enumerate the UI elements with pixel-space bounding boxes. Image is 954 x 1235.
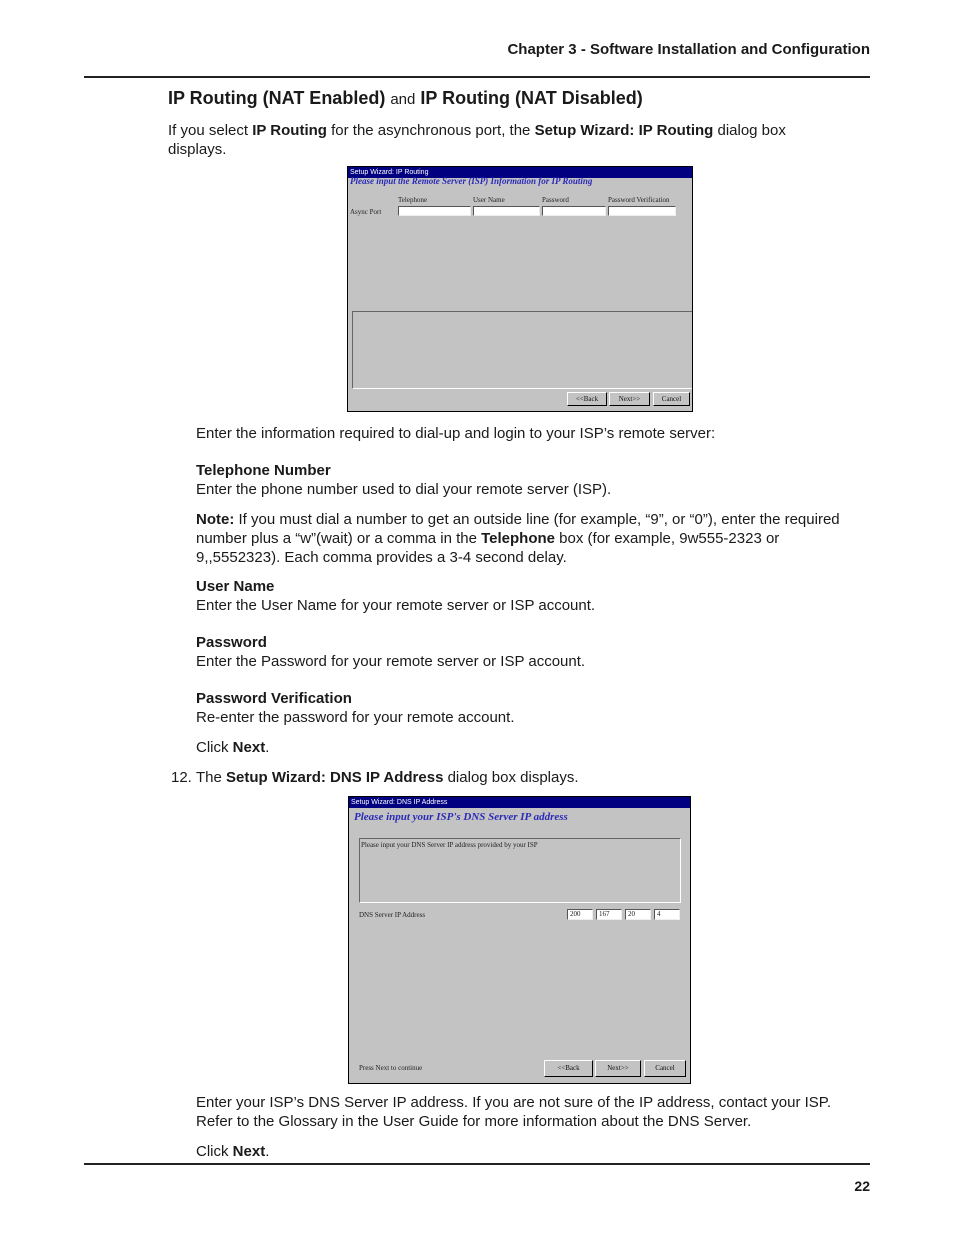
step-12-text xyxy=(196,768,579,787)
section-title-a: IP Routing (NAT Enabled) xyxy=(168,88,386,108)
next-bold: Next xyxy=(232,739,266,756)
next-bold: Next xyxy=(232,1143,266,1160)
column-telephone: Telephone xyxy=(398,196,428,204)
intro-text: If you select xyxy=(168,122,253,139)
cancel-button[interactable]: Cancel xyxy=(644,1060,686,1077)
dialog-titlebar: Setup Wizard: DNS IP Address xyxy=(349,797,690,808)
dialog-banner: Please input the Remote Server (ISP) Information for IP Routing xyxy=(350,176,593,186)
telephone-input[interactable] xyxy=(398,206,471,216)
password-input[interactable] xyxy=(542,206,606,216)
chapter-header: Chapter 3 - Software Installation and Configuration xyxy=(507,41,870,58)
column-password: Password xyxy=(542,196,569,204)
intro-text: for the asynchronous port, the xyxy=(326,122,535,139)
section-title-b: IP Routing (NAT Disabled) xyxy=(420,88,643,108)
message-area xyxy=(352,311,693,389)
click-next-2 xyxy=(196,1142,269,1161)
click-text: Click xyxy=(196,1143,233,1160)
period: . xyxy=(265,739,270,756)
username-input[interactable] xyxy=(473,206,540,216)
click-text: Click xyxy=(196,739,233,756)
info-text: Please input your DNS Server IP address provided by your ISP xyxy=(361,841,538,849)
dns-octet-3[interactable]: 20 xyxy=(625,909,651,920)
intro-text: dialog box xyxy=(713,122,786,139)
back-button[interactable]: <<Back xyxy=(544,1060,593,1077)
step-text: dialog box displays. xyxy=(443,769,579,786)
username-text: Enter the User Name for your remote server or ISP account. xyxy=(196,597,596,614)
telephone-heading: Telephone Number xyxy=(196,462,331,479)
back-button[interactable]: <<Back xyxy=(567,392,607,406)
page-number: 22 xyxy=(854,1178,870,1194)
dns-text: Refer to the Glossary in the User Guide for more information about the DNS Server. xyxy=(196,1113,752,1130)
intro-text: displays. xyxy=(168,141,227,158)
ip-routing-dialog xyxy=(347,166,693,412)
section-title-and: and xyxy=(390,91,416,108)
note-label: Note: xyxy=(196,511,235,528)
cancel-button[interactable]: Cancel xyxy=(653,392,690,406)
dns-octet-4[interactable]: 4 xyxy=(654,909,680,920)
username-heading: User Name xyxy=(196,578,275,595)
dns-ip-dialog xyxy=(348,796,691,1084)
pwverify-heading: Password Verification xyxy=(196,690,352,707)
dns-paragraph xyxy=(196,1093,886,1131)
step-bold: Setup Wizard: DNS IP Address xyxy=(226,769,444,786)
dialog-banner: Please input your ISP's DNS Server IP address xyxy=(354,811,568,823)
step-text: The xyxy=(196,769,227,786)
password-heading: Password xyxy=(196,634,267,651)
note-text: box (for example, 9w555-2323 or xyxy=(555,530,780,547)
enter-info-text: Enter the information required to dial-up and login to your ISP’s remote server: xyxy=(196,425,716,442)
password-verification-input[interactable] xyxy=(608,206,676,216)
note-text: If you must dial a number to get an outside line (for example, “9”, or “0”), enter the required xyxy=(234,511,840,528)
section-title xyxy=(168,88,643,109)
telephone-text: Enter the phone number used to dial your remote server (ISP). xyxy=(196,481,612,498)
column-password-verification: Password Verification xyxy=(608,196,670,204)
note-bold: Telephone xyxy=(481,530,556,547)
dns-octet-2[interactable]: 167 xyxy=(596,909,622,920)
header-rule xyxy=(84,76,870,78)
note-text: 9,,5552323). Each comma provides a 3-4 second delay. xyxy=(196,549,567,566)
note-text: number plus a “w”(wait) or a comma in the xyxy=(196,530,482,547)
next-button[interactable]: Next>> xyxy=(595,1060,641,1077)
press-next-text: Press Next to continue xyxy=(359,1064,423,1072)
pwverify-text: Re-enter the password for your remote account. xyxy=(196,709,515,726)
dns-field-label: DNS Server IP Address xyxy=(359,911,426,919)
async-port-label: Async Port xyxy=(350,208,382,216)
column-username: User Name xyxy=(473,196,505,204)
step-12-number: 12. xyxy=(171,769,192,786)
password-text: Enter the Password for your remote server or ISP account. xyxy=(196,653,586,670)
dns-octet-1[interactable]: 200 xyxy=(567,909,593,920)
note-paragraph xyxy=(196,510,886,567)
intro-bold: IP Routing xyxy=(252,122,327,139)
click-next-1 xyxy=(196,738,269,757)
period: . xyxy=(265,1143,270,1160)
intro-bold: Setup Wizard: IP Routing xyxy=(534,122,714,139)
next-button[interactable]: Next>> xyxy=(609,392,650,406)
intro-paragraph xyxy=(168,121,848,159)
dialog-titlebar: Setup Wizard: IP Routing xyxy=(348,167,692,178)
footer-rule xyxy=(84,1163,870,1165)
dns-text: Enter your ISP’s DNS Server IP address. If you are not sure of the IP address, contact your ISP. xyxy=(196,1094,832,1111)
